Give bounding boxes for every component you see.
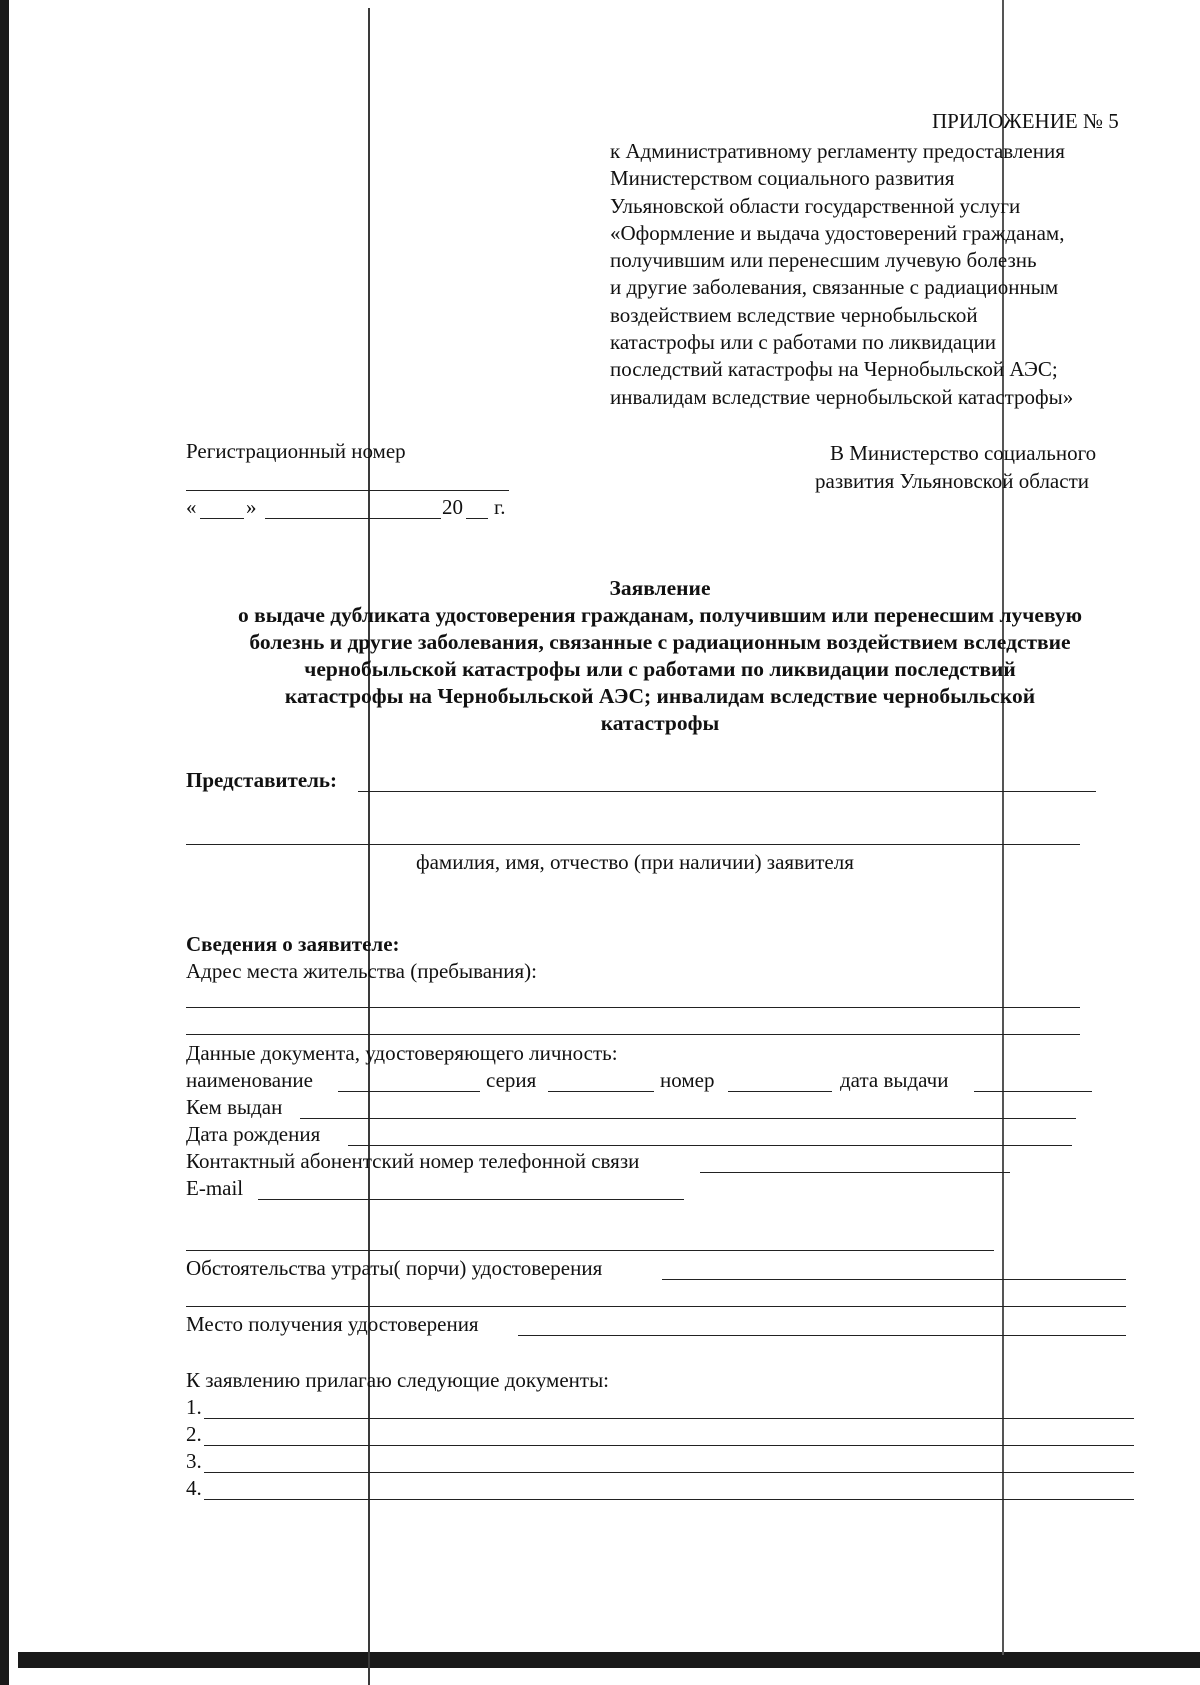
date-day-field[interactable] [200, 518, 244, 519]
attachment-number: 2. [186, 1422, 202, 1446]
registration-number-field[interactable] [186, 490, 509, 491]
attachment-number: 3. [186, 1449, 202, 1473]
appendix-number: ПРИЛОЖЕНИЕ № 5 [932, 109, 1119, 133]
attachment-number: 4. [186, 1476, 202, 1500]
fold-line-left [368, 8, 370, 1685]
representative-label: Представитель: [186, 768, 338, 792]
attachments-heading: К заявлению прилагаю следующие документы: [186, 1368, 610, 1392]
doc-name-field[interactable] [338, 1091, 480, 1092]
loss-circumstances-field-2[interactable] [186, 1306, 1126, 1307]
doc-series-label: серия [486, 1068, 537, 1092]
annex-line: получившим или перенесшим лучевую болезнь [610, 248, 1037, 273]
representative-field[interactable] [358, 791, 1096, 792]
attachment-field[interactable] [204, 1472, 1134, 1473]
doc-series-field[interactable] [548, 1091, 654, 1092]
issued-by-field[interactable] [300, 1118, 1076, 1119]
date-year-field[interactable] [466, 518, 488, 519]
address-label: Адрес места жительства (пребывания): [186, 959, 538, 983]
title-line: болезнь и другие заболевания, связанные с радиационным воздействием вследствие [249, 630, 1071, 654]
applicant-heading: Сведения о заявителе: [186, 932, 400, 956]
phone-label: Контактный абонентский номер телефонной связи [186, 1149, 640, 1173]
annex-line: инвалидам вследствие чернобыльской катастрофы» [610, 384, 1074, 409]
loss-circumstances-field[interactable] [662, 1279, 1126, 1280]
annex-line: последствий катастрофы на Чернобыльской АЭС; [610, 357, 1058, 382]
receipt-place-field[interactable] [518, 1335, 1126, 1336]
representative-field-2[interactable] [186, 844, 1080, 845]
attachment-field[interactable] [204, 1445, 1134, 1446]
doc-number-label: номер [660, 1068, 715, 1092]
issued-by-label: Кем выдан [186, 1095, 283, 1119]
doc-date-field[interactable] [974, 1091, 1092, 1092]
title-heading: Заявление [609, 576, 711, 600]
annex-line: Ульяновской области государственной услуги [610, 193, 1021, 218]
email-label: E-mail [186, 1176, 244, 1200]
attachment-field[interactable] [204, 1418, 1134, 1419]
annex-line: воздействием вследствие чернобыльской [610, 302, 978, 327]
title-line: катастрофы [600, 711, 720, 735]
attachment-field[interactable] [204, 1499, 1134, 1500]
scan-edge-left [0, 0, 9, 1685]
id-document-heading: Данные документа, удостоверяющего личность: [186, 1041, 618, 1065]
annex-reference [610, 138, 1150, 411]
doc-date-label: дата выдачи [840, 1068, 949, 1092]
birth-date-field[interactable] [348, 1145, 1072, 1146]
registration-label: Регистрационный номер [186, 439, 406, 463]
email-field[interactable] [258, 1199, 684, 1200]
title-line: катастрофы на Чернобыльской АЭС; инвалидам вследствие чернобыльской [284, 684, 1036, 708]
addressee-line-1: В Министерство социального [830, 441, 1097, 465]
title-line: о выдаче дубликата удостоверения гражданам, получившим или перенесшим лучевую [237, 603, 1083, 627]
title-line: чернобыльской катастрофы или с работами по ликвидации последствий [304, 657, 1016, 681]
addressee-line-2: развития Ульяновской области [815, 469, 1089, 493]
date-year-prefix: 20 [442, 495, 463, 519]
annex-line: «Оформление и выдача удостоверений гражданам, [610, 220, 1065, 245]
date-year-suffix: г. [494, 495, 506, 519]
loss-circumstances-label: Обстоятельства утраты( порчи) удостоверения [186, 1256, 603, 1280]
date-month-field[interactable] [265, 518, 441, 519]
doc-number-field[interactable] [728, 1091, 832, 1092]
date-open-quote: « [186, 495, 197, 519]
blank-line[interactable] [186, 1250, 994, 1251]
receipt-place-label: Место получения удостоверения [186, 1312, 479, 1336]
application-title [180, 575, 1140, 737]
representative-caption: фамилия, имя, отчество (при наличии) заявителя [416, 850, 854, 874]
annex-line: и другие заболевания, связанные с радиационным [610, 275, 1059, 300]
attachment-number: 1. [186, 1395, 202, 1419]
date-close-quote: » [246, 495, 257, 519]
address-field-2[interactable] [186, 1034, 1080, 1035]
annex-line: к Административному регламенту предоставления [610, 139, 1065, 163]
annex-line: катастрофы или с работами по ликвидации [610, 330, 996, 355]
birth-date-label: Дата рождения [186, 1122, 321, 1146]
doc-name-label: наименование [186, 1068, 313, 1092]
address-field[interactable] [186, 1007, 1080, 1008]
scan-edge-bottom [18, 1652, 1200, 1668]
annex-line: Министерством социального развития [610, 166, 955, 191]
phone-field[interactable] [700, 1172, 1010, 1173]
